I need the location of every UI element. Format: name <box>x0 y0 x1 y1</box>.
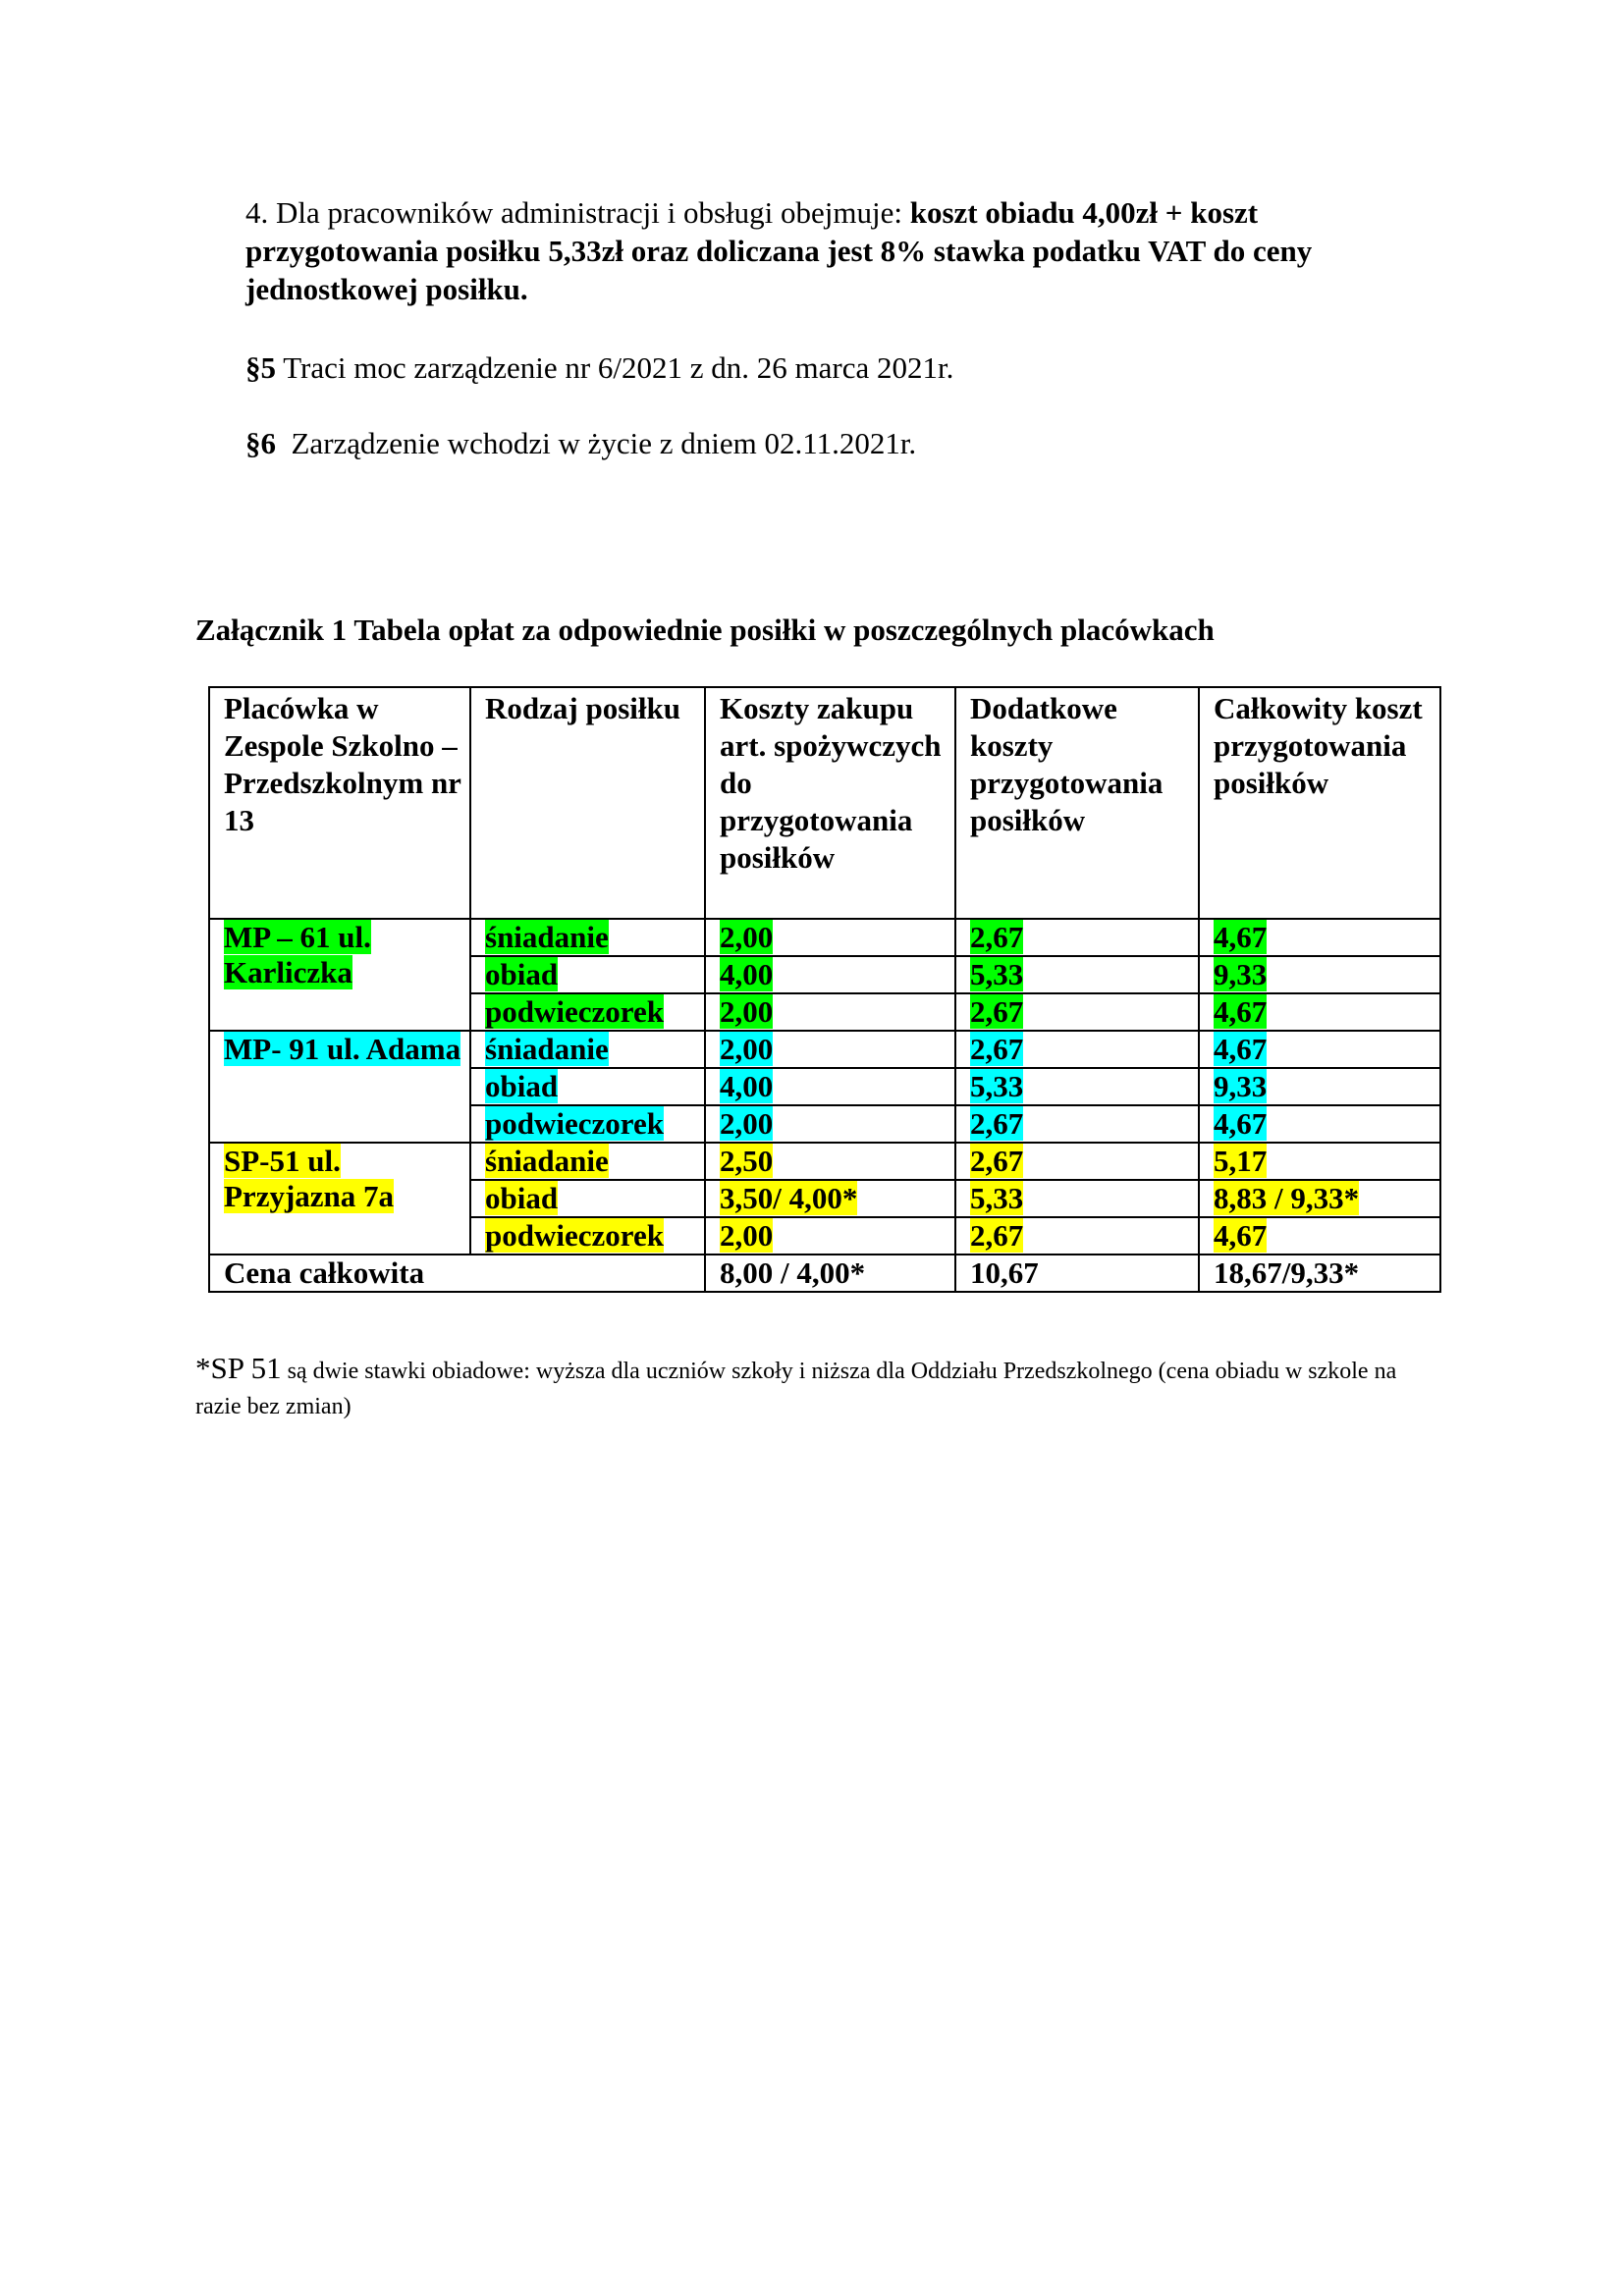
place-label: MP- 91 ul. Adama <box>224 1032 461 1066</box>
meal-label: obiad <box>485 1069 559 1103</box>
meal-label: podwieczorek <box>485 1218 664 1253</box>
header-cell: Całkowity koszt przygotowania posiłków <box>1199 687 1440 919</box>
food-cost-value: 2,00 <box>720 1218 774 1253</box>
place-label: MP – 61 ul. Karliczka <box>224 920 371 989</box>
food-cost-value: 2,50 <box>720 1144 774 1178</box>
paragraph-4 <box>245 193 1453 308</box>
extra-cost-value: 5,33 <box>970 957 1024 991</box>
meal-cell <box>470 1180 705 1217</box>
food-cost-cell <box>705 993 955 1031</box>
total-cost-cell <box>1199 919 1440 956</box>
extra-cost-cell <box>955 1180 1199 1217</box>
table-header-row <box>209 687 1440 919</box>
food-cost-value: 2,00 <box>720 1106 774 1141</box>
extra-cost-cell <box>955 1217 1199 1255</box>
total-food-cost: 8,00 / 4,00* <box>705 1255 955 1292</box>
total-cost-value: 4,67 <box>1214 1032 1268 1066</box>
extra-cost-cell <box>955 956 1199 993</box>
total-cost-value: 8,83 / 9,33* <box>1214 1181 1360 1215</box>
extra-cost-value: 5,33 <box>970 1181 1024 1215</box>
total-cost-cell <box>1199 1031 1440 1068</box>
meal-label: śniadanie <box>485 1144 609 1178</box>
table-row <box>209 1143 1440 1180</box>
extra-cost-value: 2,67 <box>970 1144 1024 1178</box>
extra-cost-value: 2,67 <box>970 920 1024 954</box>
place-label: SP-51 ul. Przyjazna 7a <box>224 1144 395 1213</box>
place-cell <box>209 919 470 1031</box>
meal-label: podwieczorek <box>485 994 664 1029</box>
total-row <box>209 1255 1440 1292</box>
table-row <box>209 919 1440 956</box>
extra-cost-cell <box>955 1105 1199 1143</box>
meal-label: obiad <box>485 1181 559 1215</box>
food-cost-cell <box>705 1068 955 1105</box>
paragraph-4-text: 4. Dla pracowników administracji i obsługi obejmuje: <box>245 195 910 230</box>
table-caption: Załącznik 1 Tabela opłat za odpowiednie posiłki w poszczególnych placówkach <box>195 613 1215 647</box>
place-cell <box>209 1031 470 1143</box>
food-cost-value: 3,50/ 4,00* <box>720 1181 858 1215</box>
food-cost-cell <box>705 1031 955 1068</box>
total-extra-cost: 10,67 <box>955 1255 1199 1292</box>
extra-cost-cell <box>955 1031 1199 1068</box>
total-cost-value: 4,67 <box>1214 1106 1268 1141</box>
total-cost-cell <box>1199 993 1440 1031</box>
food-cost-value: 2,00 <box>720 920 774 954</box>
meal-label: śniadanie <box>485 1032 609 1066</box>
extra-cost-value: 2,67 <box>970 994 1024 1029</box>
meal-cell <box>470 1105 705 1143</box>
extra-cost-value: 2,67 <box>970 1032 1024 1066</box>
total-cost-cell <box>1199 1180 1440 1217</box>
food-cost-value: 2,00 <box>720 1032 774 1066</box>
meal-cell <box>470 919 705 956</box>
food-cost-cell <box>705 1180 955 1217</box>
total-cost-value: 9,33 <box>1214 1069 1268 1103</box>
section-5 <box>245 348 1453 387</box>
paragraph-4-bold: koszt obiadu 4,00zł + koszt przygotowania posiłku 5,33zł oraz doliczana jest 8% stawka podatku VAT do ceny jednostkowej posiłku. <box>245 195 1313 306</box>
meal-cell <box>470 993 705 1031</box>
total-cost-value: 4,67 <box>1214 1218 1268 1253</box>
food-cost-cell <box>705 1143 955 1180</box>
food-cost-cell <box>705 956 955 993</box>
meal-cell <box>470 1143 705 1180</box>
footnote-text: są dwie stawki obiadowe: wyższa dla uczniów szkoły i niższa dla Oddziału Przedszkolnego (cena obiadu w szkole na razie bez zmian) <box>195 1359 1397 1419</box>
total-cost-cell <box>1199 1068 1440 1105</box>
total-cost-value: 4,67 <box>1214 994 1268 1029</box>
total-cost-cell <box>1199 1217 1440 1255</box>
section-6-text: Zarządzenie wchodzi w życie z dniem 02.11.2021r. <box>276 426 917 460</box>
footnote <box>195 1351 1433 1424</box>
header-cell: Dodatkowe koszty przygotowania posiłków <box>955 687 1199 919</box>
total-cost-cell <box>1199 956 1440 993</box>
total-cost-value: 5,17 <box>1214 1144 1268 1178</box>
place-cell <box>209 1143 470 1255</box>
header-cell: Placówka w Zespole Szkolno – Przedszkolnym nr 13 <box>209 687 470 919</box>
meal-cell <box>470 956 705 993</box>
meal-label: podwieczorek <box>485 1106 664 1141</box>
food-cost-cell <box>705 1217 955 1255</box>
total-cost-value: 9,33 <box>1214 957 1268 991</box>
table-row <box>209 1031 1440 1068</box>
section-6 <box>245 424 1453 462</box>
meal-label: śniadanie <box>485 920 609 954</box>
extra-cost-cell <box>955 1068 1199 1105</box>
total-label: Cena całkowita <box>209 1255 705 1292</box>
extra-cost-cell <box>955 1143 1199 1180</box>
header-cell: Rodzaj posiłku <box>470 687 705 919</box>
extra-cost-value: 5,33 <box>970 1069 1024 1103</box>
section-5-mark: §5 <box>245 350 276 385</box>
extra-cost-value: 2,67 <box>970 1218 1024 1253</box>
extra-cost-value: 2,67 <box>970 1106 1024 1141</box>
header-cell: Koszty zakupu art. spożywczych do przygotowania posiłków <box>705 687 955 919</box>
meal-label: obiad <box>485 957 559 991</box>
meal-cell <box>470 1068 705 1105</box>
extra-cost-cell <box>955 993 1199 1031</box>
total-overall-cost: 18,67/9,33* <box>1199 1255 1440 1292</box>
total-cost-value: 4,67 <box>1214 920 1268 954</box>
meal-cell <box>470 1031 705 1068</box>
food-cost-value: 4,00 <box>720 1069 774 1103</box>
meal-cell <box>470 1217 705 1255</box>
section-5-text: Traci moc zarządzenie nr 6/2021 z dn. 26 marca 2021r. <box>276 350 954 385</box>
total-cost-cell <box>1199 1105 1440 1143</box>
food-cost-cell <box>705 919 955 956</box>
food-cost-value: 4,00 <box>720 957 774 991</box>
fees-table <box>208 686 1441 1293</box>
food-cost-value: 2,00 <box>720 994 774 1029</box>
extra-cost-cell <box>955 919 1199 956</box>
food-cost-cell <box>705 1105 955 1143</box>
section-6-mark: §6 <box>245 426 276 460</box>
footnote-marker: *SP 51 <box>195 1351 282 1385</box>
total-cost-cell <box>1199 1143 1440 1180</box>
